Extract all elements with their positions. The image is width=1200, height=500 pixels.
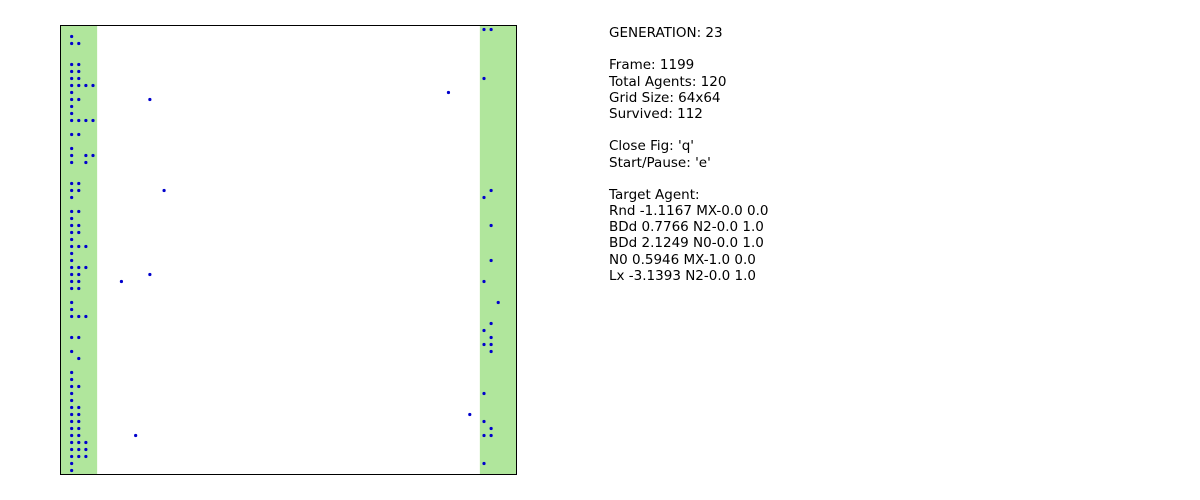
agent-dot [77, 357, 80, 360]
agent-dot [84, 266, 87, 269]
agent-dot [70, 371, 73, 374]
agent-dot [70, 245, 73, 248]
agent-dot [77, 70, 80, 73]
agent-dot [70, 252, 73, 255]
agent-dot [134, 434, 137, 437]
agent-dot [84, 441, 87, 444]
agent-dot [490, 322, 493, 325]
agent-dot [70, 77, 73, 80]
agent-dot [77, 210, 80, 213]
agent-dot [490, 224, 493, 227]
agent-dot [70, 350, 73, 353]
target-agent-header: Target Agent: [609, 186, 700, 203]
agent-dot [70, 224, 73, 227]
agent-dot [70, 63, 73, 66]
agent-dot [77, 266, 80, 269]
generation-label: GENERATION: 23 [609, 25, 723, 41]
agent-dot [77, 413, 80, 416]
agent-dot [70, 448, 73, 451]
agent-dot [77, 455, 80, 458]
agent-dot [77, 119, 80, 122]
grid-size-label: Grid Size: 64x64 [609, 89, 721, 106]
agent-dot [70, 154, 73, 157]
info-panel [609, 25, 1169, 284]
agent-dot [77, 420, 80, 423]
target-agent-gene: Lx -3.1393 N2-0.0 1.0 [609, 267, 756, 284]
agent-dot [70, 455, 73, 458]
agent-dot [497, 301, 500, 304]
frame-label: Frame: 1199 [609, 57, 695, 74]
agent-dot [70, 196, 73, 199]
agent-dot [70, 84, 73, 87]
agent-dot [162, 189, 165, 192]
agent-dot [77, 315, 80, 318]
agent-dot [490, 189, 493, 192]
agent-dot [70, 70, 73, 73]
agent-dot [70, 399, 73, 402]
right-safe-zone [480, 26, 516, 474]
agent-dot [70, 378, 73, 381]
agent-dot [482, 343, 485, 346]
agent-dot [490, 259, 493, 262]
agent-dot [70, 315, 73, 318]
agent-dot [490, 427, 493, 430]
agent-dot [70, 161, 73, 164]
simulation-grid-panel [60, 25, 517, 475]
agent-dot [77, 427, 80, 430]
agent-dot [77, 385, 80, 388]
agent-dot [70, 119, 73, 122]
agent-dot [70, 133, 73, 136]
target-agent-gene: BDd 0.7766 N2-0.0 1.0 [609, 219, 764, 236]
agent-dot [77, 182, 80, 185]
agent-dot [70, 427, 73, 430]
agent-dot [482, 329, 485, 332]
spacer [609, 122, 1169, 138]
agent-dot [70, 98, 73, 101]
agent-dot [70, 413, 73, 416]
agent-dot [70, 231, 73, 234]
agent-dot [468, 413, 471, 416]
agent-dot [70, 392, 73, 395]
agent-dot [77, 280, 80, 283]
agent-dot [70, 182, 73, 185]
agent-dot [482, 77, 485, 80]
target-agent-gene: BDd 2.1249 N0-0.0 1.0 [609, 235, 764, 252]
agent-dot [84, 455, 87, 458]
agent-dot [70, 91, 73, 94]
agent-dot [70, 147, 73, 150]
agent-dot [77, 84, 80, 87]
agent-dot [490, 343, 493, 346]
agent-dot [70, 238, 73, 241]
agent-dot [70, 406, 73, 409]
spacer [609, 41, 1169, 57]
agent-dot [84, 245, 87, 248]
agent-dot [148, 98, 151, 101]
simulation-grid [61, 26, 516, 474]
close-fig-hint: Close Fig: 'q' [609, 138, 695, 155]
agent-dot [70, 210, 73, 213]
agent-dot [70, 301, 73, 304]
agent-dot [84, 161, 87, 164]
agent-dot [70, 441, 73, 444]
agent-dot [70, 259, 73, 262]
agent-dot [77, 231, 80, 234]
agent-dot [77, 441, 80, 444]
start-pause-hint: Start/Pause: 'e' [609, 154, 711, 171]
agent-dot [70, 35, 73, 38]
agents-layer [70, 28, 500, 472]
survived-label: Survived: 112 [609, 105, 703, 122]
agent-dot [84, 448, 87, 451]
total-agents-label: Total Agents: 120 [609, 73, 727, 90]
agent-dot [77, 434, 80, 437]
agent-dot [490, 434, 493, 437]
agent-dot [482, 420, 485, 423]
agent-dot [77, 336, 80, 339]
target-agent-gene: N0 0.5946 MX-1.0 0.0 [609, 251, 756, 268]
agent-dot [77, 189, 80, 192]
agent-dot [77, 98, 80, 101]
agent-dot [490, 28, 493, 31]
agent-dot [77, 77, 80, 80]
agent-dot [77, 448, 80, 451]
agent-dot [77, 42, 80, 45]
agent-dot [70, 217, 73, 220]
agent-dot [482, 434, 485, 437]
agent-dot [70, 434, 73, 437]
agent-dot [70, 462, 73, 465]
agent-dot [84, 154, 87, 157]
agent-dot [77, 406, 80, 409]
agent-dot [70, 385, 73, 388]
agent-dot [70, 280, 73, 283]
agent-dot [84, 119, 87, 122]
agent-dot [91, 119, 94, 122]
agent-dot [77, 63, 80, 66]
spacer [609, 171, 1169, 187]
agent-dot [490, 336, 493, 339]
agent-dot [70, 105, 73, 108]
agent-dot [84, 84, 87, 87]
agent-dot [70, 336, 73, 339]
agent-dot [490, 350, 493, 353]
agent-dot [70, 308, 73, 311]
agent-dot [77, 224, 80, 227]
agent-dot [77, 287, 80, 290]
agent-dot [482, 392, 485, 395]
agent-dot [70, 273, 73, 276]
agent-dot [70, 287, 73, 290]
agent-dot [70, 112, 73, 115]
agent-dot [120, 280, 123, 283]
agent-dot [482, 462, 485, 465]
agent-dot [91, 154, 94, 157]
agent-dot [70, 469, 73, 472]
agent-dot [482, 280, 485, 283]
agent-dot [70, 420, 73, 423]
agent-dot [84, 315, 87, 318]
agent-dot [482, 28, 485, 31]
target-agent-gene: Rnd -1.1167 MX-0.0 0.0 [609, 203, 769, 220]
agent-dot [70, 266, 73, 269]
agent-dot [148, 273, 151, 276]
agent-dot [70, 42, 73, 45]
agent-dot [482, 196, 485, 199]
agent-dot [77, 245, 80, 248]
agent-dot [447, 91, 450, 94]
agent-dot [70, 189, 73, 192]
agent-dot [77, 133, 80, 136]
agent-dot [77, 273, 80, 276]
agent-dot [91, 84, 94, 87]
